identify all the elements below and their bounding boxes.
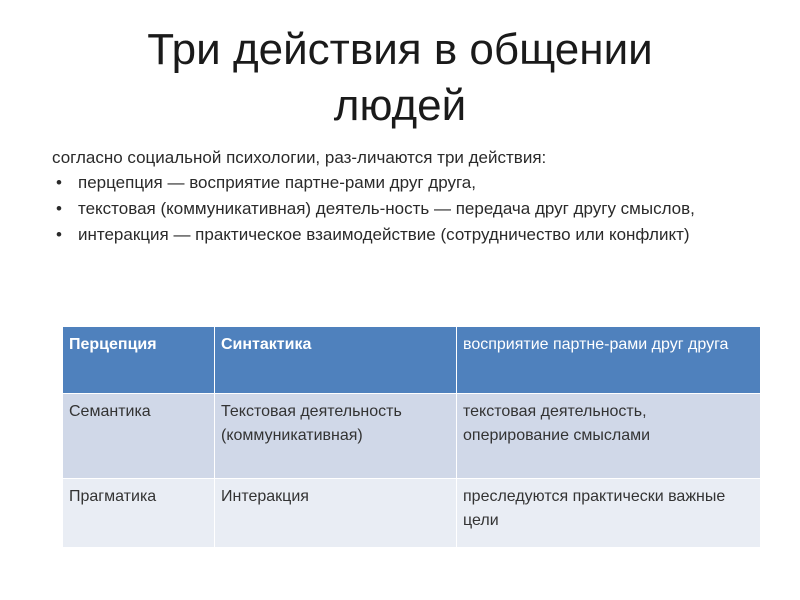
table-cell: Текстовая деятельность (коммуникативная) [215, 394, 457, 479]
bullet-text: перцепция — восприятие партне-рами друг друга, [78, 173, 476, 192]
bullet-list [52, 172, 742, 250]
title-line-1: Три действия в общении [147, 25, 653, 74]
bullet-item [52, 172, 742, 194]
bullet-dot-icon: • [56, 199, 62, 218]
bullet-dot-icon: • [56, 173, 62, 192]
bullet-dot-icon: • [56, 225, 62, 244]
bullet-item [52, 224, 742, 246]
intro-text: согласно социальной психологии, раз-личаются три действия: [52, 148, 547, 167]
table-header-row [63, 327, 761, 394]
table-cell: Прагматика [63, 479, 215, 548]
table-header-cell: восприятие партне-рами друг друга [457, 327, 761, 394]
table-row [63, 394, 761, 479]
bullet-text: интеракция — практическое взаимодействие (сотрудничество или конфликт) [78, 225, 690, 244]
title-line-2: людей [333, 81, 467, 130]
bullet-item [52, 198, 742, 220]
bullet-text: текстовая (коммуникативная) деятель-ность — передача друг другу смыслов, [78, 199, 695, 218]
table-cell: Семантика [63, 394, 215, 479]
table-header-cell: Синтактика [215, 327, 457, 394]
table-header-cell: Перцепция [63, 327, 215, 394]
table-cell: текстовая деятельность, оперирование смыслами [457, 394, 761, 479]
table-row [63, 479, 761, 548]
slide-title [40, 22, 760, 134]
comparison-table [62, 326, 761, 548]
table-cell: преследуются практически важные цели [457, 479, 761, 548]
table-cell: Интеракция [215, 479, 457, 548]
